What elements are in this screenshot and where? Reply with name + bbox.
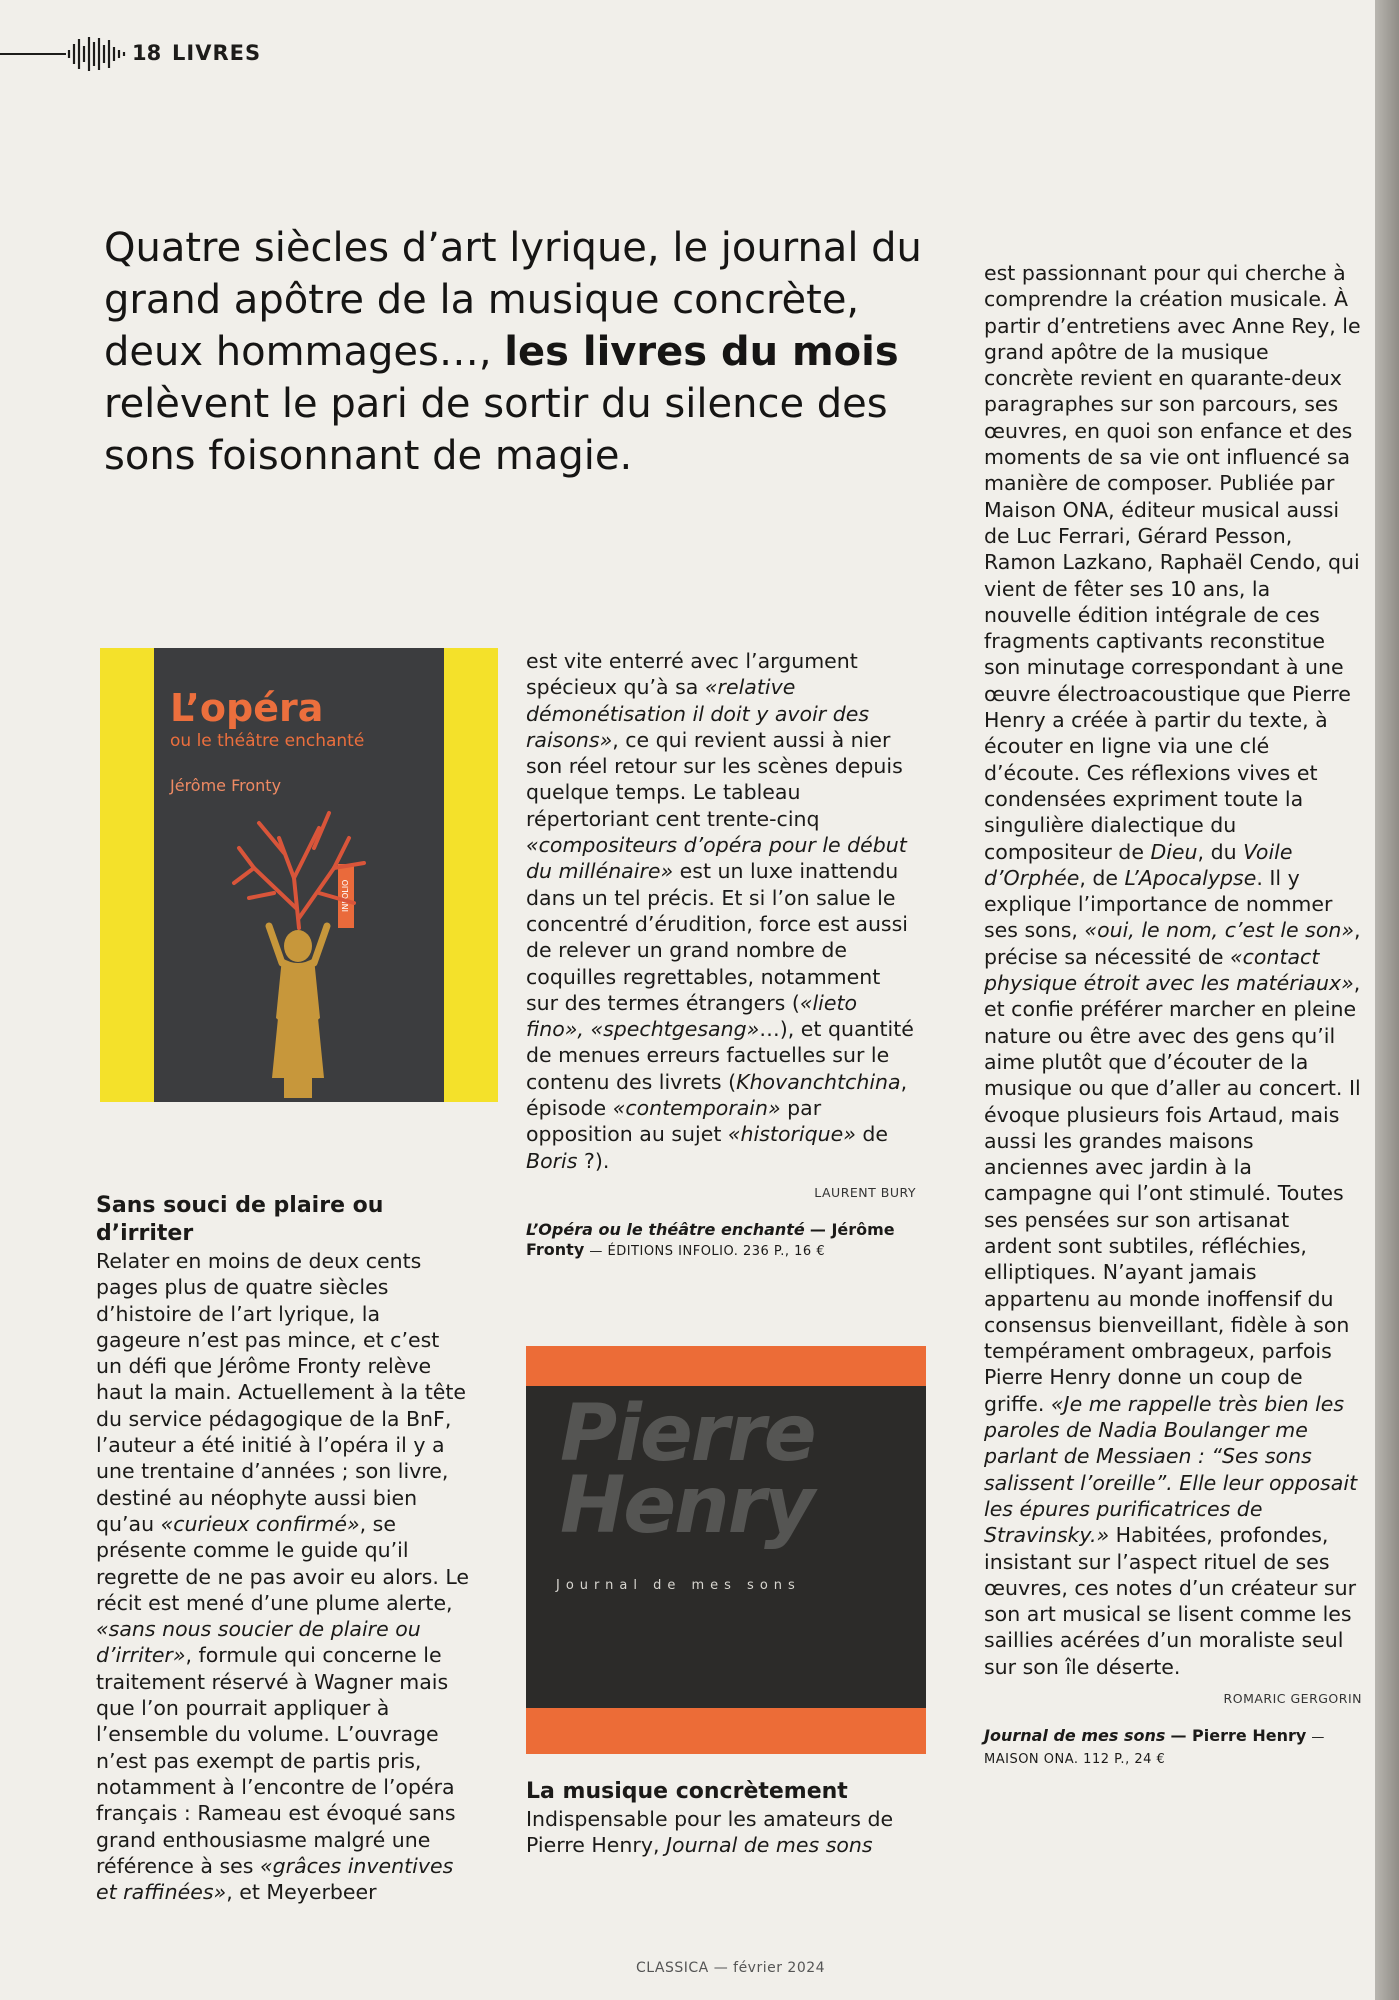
- cover-title: L’opéra: [170, 686, 324, 730]
- book-cover-henry: [526, 1346, 926, 1754]
- review2-ref-title: Journal de mes sons: [984, 1726, 1166, 1746]
- review2-critic: ROMARIC GERGORIN: [1223, 1691, 1362, 1707]
- text-run: «curieux confirmé»: [160, 1511, 360, 1536]
- text-run: Voile d’Orphée: [984, 839, 1293, 890]
- text-run: , formule qui concerne le traitement réservé à Wagner mais que l’on pourrait appliquer à l’ensemble du volume. L’ouvrage n’est pas exempt de partis pris, notamment à l’encontre de l’opéra français : Rameau est évoqué sans grand enthousiasme malgré une référence à ses: [96, 1643, 456, 1878]
- text-run: , et confie préférer marcher en pleine nature ou être avec des gens qu’il aime plutôt que d’écouter de la musique ou que d’aller au concert. Il évoque plusieurs fois Artaud, mais aussi les grandes maisons anciennes avec jardin à la campagne qui l’ont stimulé. Toutes ses pensées sur son artisanat ardent sont subtiles, réfléchies, elliptiques. N’ayant jamais appartenu au monde inoffensif du consensus bienveillant, fidèle à son tempérament ombrageux, parfois Pierre Henry donne un coup de griffe.: [984, 971, 1361, 1416]
- text-run: par opposition au sujet: [526, 1096, 822, 1147]
- text-run: , et Meyerbeer: [226, 1880, 377, 1905]
- text-run: , du: [1197, 839, 1244, 864]
- cover-title: Pierre Henry: [560, 1389, 815, 1551]
- text-run: Dieu: [1150, 839, 1198, 864]
- text-run: ?).: [577, 1148, 610, 1173]
- lead-paragraph: [104, 222, 924, 482]
- cover-subtitle: Journal de mes sons: [556, 1578, 801, 1593]
- text-run: …), et quantité de menues erreurs factuelles sur le contenu des livrets (: [526, 1017, 914, 1094]
- section-name: LIVRES: [172, 41, 262, 65]
- header-rule: [0, 53, 66, 55]
- text-run: L’Apocalypse: [1124, 865, 1257, 890]
- cover-panel: [526, 1386, 926, 1708]
- text-run: «oui, le nom, c’est le son»: [1084, 918, 1355, 943]
- review2-column: [984, 260, 1362, 1770]
- text-run: Relater en moins de deux cents pages plus de quatre siècles d’histoire de l’art lyrique, la gageure n’est pas mince, et c’est un défi que Jérôme Fronty relève haut la main. Actuellement à la tête du service pédagogique de la BnF, l’auteur a été initié à l’opéra il y a une trentaine d’années ; son livre, destiné au néophyte aussi bien qu’au: [96, 1249, 466, 1536]
- review1-ref-publisher: — ÉDITIONS INFOLIO. 236 P., 16 €: [589, 1244, 826, 1260]
- review1-body-cont: [526, 648, 916, 1174]
- review2-title: La musique concrètement: [526, 1779, 848, 1804]
- text-run: est passionnant pour qui cherche à comprendre la création musicale. À partir d’entretiens avec Anne Rey, le grand apôtre de la musique concrète revient en quarante-deux paragraphes sur son parcours, ses œuvres, en quoi son enfance et des moments de sa vie ont influencé sa manière de composer. Publiée par Maison ONA, éditeur musical aussi de Luc Ferrari, Gérard Pesson, Ramon Lazkano, Raphaël Cendo, qui vient de fêter ses 10 ans, la nouvelle édition intégrale de ces fragments captivants reconstitue son minutage correspondant à une œuvre électroacoustique que Pierre Henry a créée à partir du texte, à écouter en ligne via une clé d’écoute. Ces réflexions vives et condensées expriment toute la singulière dialectique du compositeur de: [984, 261, 1361, 864]
- text-run: «grâces inventives et raffinées»: [96, 1853, 454, 1905]
- text-run: est vite enterré avec l’argument spécieux qu’à sa: [526, 649, 858, 700]
- review1-reference: [526, 1220, 916, 1262]
- review1-title: Sans souci de plaire ou d’irriter: [96, 1193, 384, 1246]
- text-run: «lieto fino», «spechtgesang»: [526, 990, 858, 1042]
- review2-ref-publisher: — MAISON ONA. 112 P., 24 €: [984, 1730, 1325, 1768]
- text-run: , ce qui revient aussi à nier son réel retour sur les scènes depuis quelque temps. Le tableau répertoriant cent trente-cinq: [526, 727, 903, 831]
- text-run: Khovanchtchina: [736, 1069, 901, 1094]
- text-run: Boris: [526, 1148, 578, 1173]
- page-footer: [636, 1960, 825, 1976]
- review1-body: [96, 1248, 470, 1905]
- text-run: «Je me rappelle très bien les paroles de Nadia Boulanger me parlant de Messiaen : “Ses sons salissent l’oreille”. Elle leur opposait les épures purificatrices de Stravinsky.»: [984, 1391, 1358, 1548]
- text-run: «contact physique étroit avec les matériaux»: [984, 944, 1354, 996]
- page-number: 18: [132, 41, 162, 65]
- page-header: [0, 36, 600, 72]
- magazine-name: CLASSICA: [636, 1960, 709, 1976]
- text-run: , se présente comme le guide qu’il regrette de ne pas avoir eu alors. Le récit est mené d’une plume alerte,: [96, 1511, 470, 1615]
- text-run: , précise sa nécessité de: [984, 918, 1361, 969]
- review1-ref-title: L’Opéra ou le théâtre enchanté: [526, 1220, 805, 1240]
- text-run: «sans nous soucier de plaire ou d’irriter»: [96, 1617, 421, 1668]
- cover-panel: [154, 648, 444, 1102]
- statue-illustration: [224, 808, 374, 1098]
- page-edge: [1375, 0, 1399, 2000]
- review2-intro: [526, 1806, 926, 1859]
- lead-text-1: Quatre siècles d’art lyrique, le journal du grand apôtre de la musique concrète, deux hommages…,: [104, 225, 922, 375]
- issue-date: — février 2024: [713, 1960, 826, 1976]
- text-run: . Il y explique l’importance de nommer ses sons,: [984, 865, 1333, 943]
- text-run: Habitées, profondes, insistant sur l’aspect rituel de ses œuvres, ces notes d’un créateur sur son art musical se lisent comme les saillies acérées d’un moraliste seul sur son île déserte.: [984, 1523, 1357, 1679]
- text-run: «relative démonétisation il doit y avoir des raisons»: [526, 675, 870, 752]
- book-cover-opera: [100, 648, 498, 1102]
- lead-text-2: relèvent le pari de sortir du silence des sons foisonnant de magie.: [104, 381, 888, 479]
- review1-continuation-column: [526, 648, 916, 1262]
- text-run: Journal de mes sons: [666, 1833, 873, 1858]
- text-run: «compositeurs d’opéra pour le début du millénaire»: [526, 833, 907, 884]
- cover-publisher-tab: INFOLIO: [338, 864, 354, 928]
- review2-body: [984, 260, 1362, 1680]
- cover-author: Jérôme Fronty: [170, 776, 282, 795]
- text-run: , épisode: [526, 1069, 908, 1121]
- review2-reference: [984, 1726, 1362, 1770]
- text-run: est un luxe inattendu dans un tel précis. Et si l’on salue le concentré d’érudition, force est aussi de relever un grand nombre de coquilles regrettables, notamment sur des termes étrangers (: [526, 859, 908, 1015]
- text-run: Indispensable pour les amateurs de Pierre Henry,: [526, 1807, 894, 1858]
- cover-subtitle: ou le théâtre enchanté: [170, 731, 365, 751]
- review1-ref-author: — Jérôme Fronty: [526, 1220, 895, 1260]
- text-run: de: [855, 1122, 889, 1147]
- review2-intro-column: [526, 1778, 926, 1859]
- text-run: , de: [1079, 865, 1125, 890]
- text-run: «contemporain»: [612, 1096, 781, 1121]
- text-run: «historique»: [727, 1122, 856, 1147]
- sound-wave-icon: [66, 36, 128, 72]
- review1-critic: LAURENT BURY: [814, 1184, 916, 1200]
- review1-column: [96, 1192, 470, 1905]
- review2-ref-author: — Pierre Henry: [1170, 1726, 1307, 1746]
- lead-highlight: les livres du mois: [504, 329, 899, 375]
